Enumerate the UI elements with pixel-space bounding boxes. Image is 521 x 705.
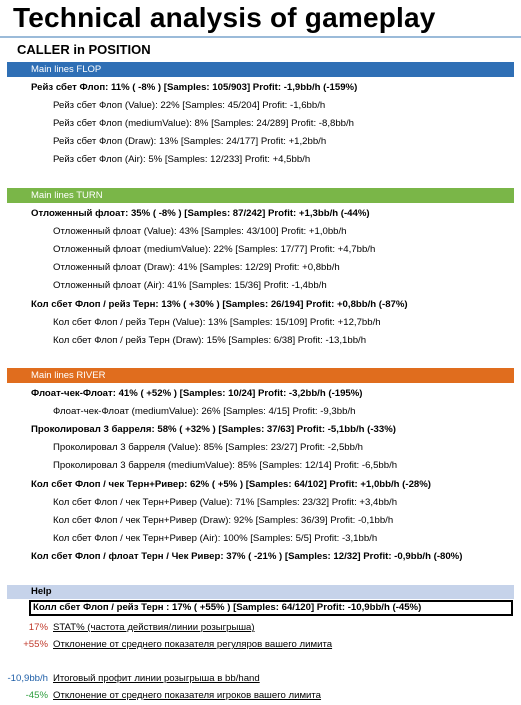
section-header-turn: Main lines TURN — [7, 188, 514, 203]
line-stat-row: Кол сбет Флоп / чек Терн+Ривер: 62% ( +5% ) [Samples: 64/102] Profit: +1,0bb/h (-28%) — [31, 478, 431, 490]
legend-value: +55% — [23, 639, 48, 650]
line-substat-row: Рейз сбет Флоп (mediumValue): 8% [Samples: 24/289] Profit: -8,8bb/h — [53, 118, 354, 130]
line-substat-row: Отложенный флоат (Air): 41% [Samples: 15/36] Profit: -1,4bb/h — [53, 280, 327, 292]
line-substat-row: Кол сбет Флоп / чек Терн+Ривер (Draw): 92% [Samples: 36/39] Profit: -0,1bb/h — [53, 514, 394, 526]
line-stat-row: Кол сбет Флоп / рейз Терн: 13% ( +30% ) [Samples: 26/194] Profit: +0,8bb/h (-87%) — [31, 298, 408, 310]
line-stat-row: Рейз сбет Флоп: 11% ( -8% ) [Samples: 105/903] Profit: -1,9bb/h (-159%) — [31, 82, 358, 93]
line-stat-row: Проколировал 3 барреля: 58% ( +32% ) [Samples: 37/63] Profit: -5,1bb/h (-33%) — [31, 424, 396, 436]
title-divider — [0, 36, 521, 38]
legend-description: Отклонение от среднего показателя регуляров вашего лимита — [53, 639, 333, 650]
legend-description: Отклонение от среднего показателя игроков вашего лимита — [53, 690, 322, 701]
section-header-river: Main lines RIVER — [7, 368, 514, 383]
help-header: Help — [7, 585, 514, 599]
legend-description: Итоговый профит линии розыгрыша в bb/hand — [53, 673, 260, 684]
help-example-line: Колл сбет Флоп / рейз Терн : 17% ( +55% ) [Samples: 64/120] Profit: -10,9bb/h (-45%) — [29, 600, 513, 616]
line-stat-row: Кол сбет Флоп / флоат Терн / Чек Ривер: 37% ( -21% ) [Samples: 12/32] Profit: -0,9bb/h (-80%) — [31, 550, 463, 562]
legend-description: STAT% (частота действия/линии розыгрыша) — [53, 622, 255, 633]
line-substat-row: Кол сбет Флоп / рейз Терн (Value): 13% [Samples: 15/109] Profit: +12,7bb/h — [53, 316, 381, 328]
line-substat-row: Рейз сбет Флоп (Value): 22% [Samples: 45/204] Profit: -1,6bb/h — [53, 100, 326, 112]
section-header-flop: Main lines FLOP — [7, 62, 514, 77]
line-substat-row: Кол сбет Флоп / рейз Терн (Draw): 15% [Samples: 6/38] Profit: -13,1bb/h — [53, 334, 367, 346]
line-stat-row: Отложенный флоат: 35% ( -8% ) [Samples: 87/242] Profit: +1,3bb/h (-44%) — [31, 208, 370, 219]
legend-value: -10,9bb/h — [7, 673, 48, 684]
line-substat-row: Отложенный флоат (mediumValue): 22% [Samples: 17/77] Profit: +4,7bb/h — [53, 244, 376, 256]
page-title: Technical analysis of gameplay — [13, 2, 436, 33]
legend-value: 17% — [28, 622, 48, 633]
line-substat-row: Рейз сбет Флоп (Draw): 13% [Samples: 24/177] Profit: +1,2bb/h — [53, 136, 327, 148]
line-substat-row: Отложенный флоат (Value): 43% [Samples: 43/100] Profit: +1,0bb/h — [53, 226, 347, 238]
page-subtitle: CALLER in POSITION — [17, 42, 151, 57]
line-substat-row: Флоат-чек-Флоат (mediumValue): 26% [Samples: 4/15] Profit: -9,3bb/h — [53, 406, 356, 418]
line-substat-row: Кол сбет Флоп / чек Терн+Ривер (Air): 100% [Samples: 5/5] Profit: -3,1bb/h — [53, 532, 378, 544]
legend-value: -45% — [25, 690, 48, 701]
line-substat-row: Отложенный флоат (Draw): 41% [Samples: 12/29] Profit: +0,8bb/h — [53, 262, 340, 274]
line-stat-row: Флоат-чек-Флоат: 41% ( +52% ) [Samples: 10/24] Profit: -3,2bb/h (-195%) — [31, 388, 363, 399]
line-substat-row: Кол сбет Флоп / чек Терн+Ривер (Value): 71% [Samples: 23/32] Profit: +3,4bb/h — [53, 496, 398, 508]
line-substat-row: Проколировал 3 барреля (Value): 85% [Samples: 23/27] Profit: -2,5bb/h — [53, 442, 363, 454]
line-substat-row: Рейз сбет Флоп (Air): 5% [Samples: 12/233] Profit: +4,5bb/h — [53, 154, 311, 166]
line-substat-row: Проколировал 3 барреля (mediumValue): 85% [Samples: 12/14] Profit: -6,5bb/h — [53, 460, 398, 472]
